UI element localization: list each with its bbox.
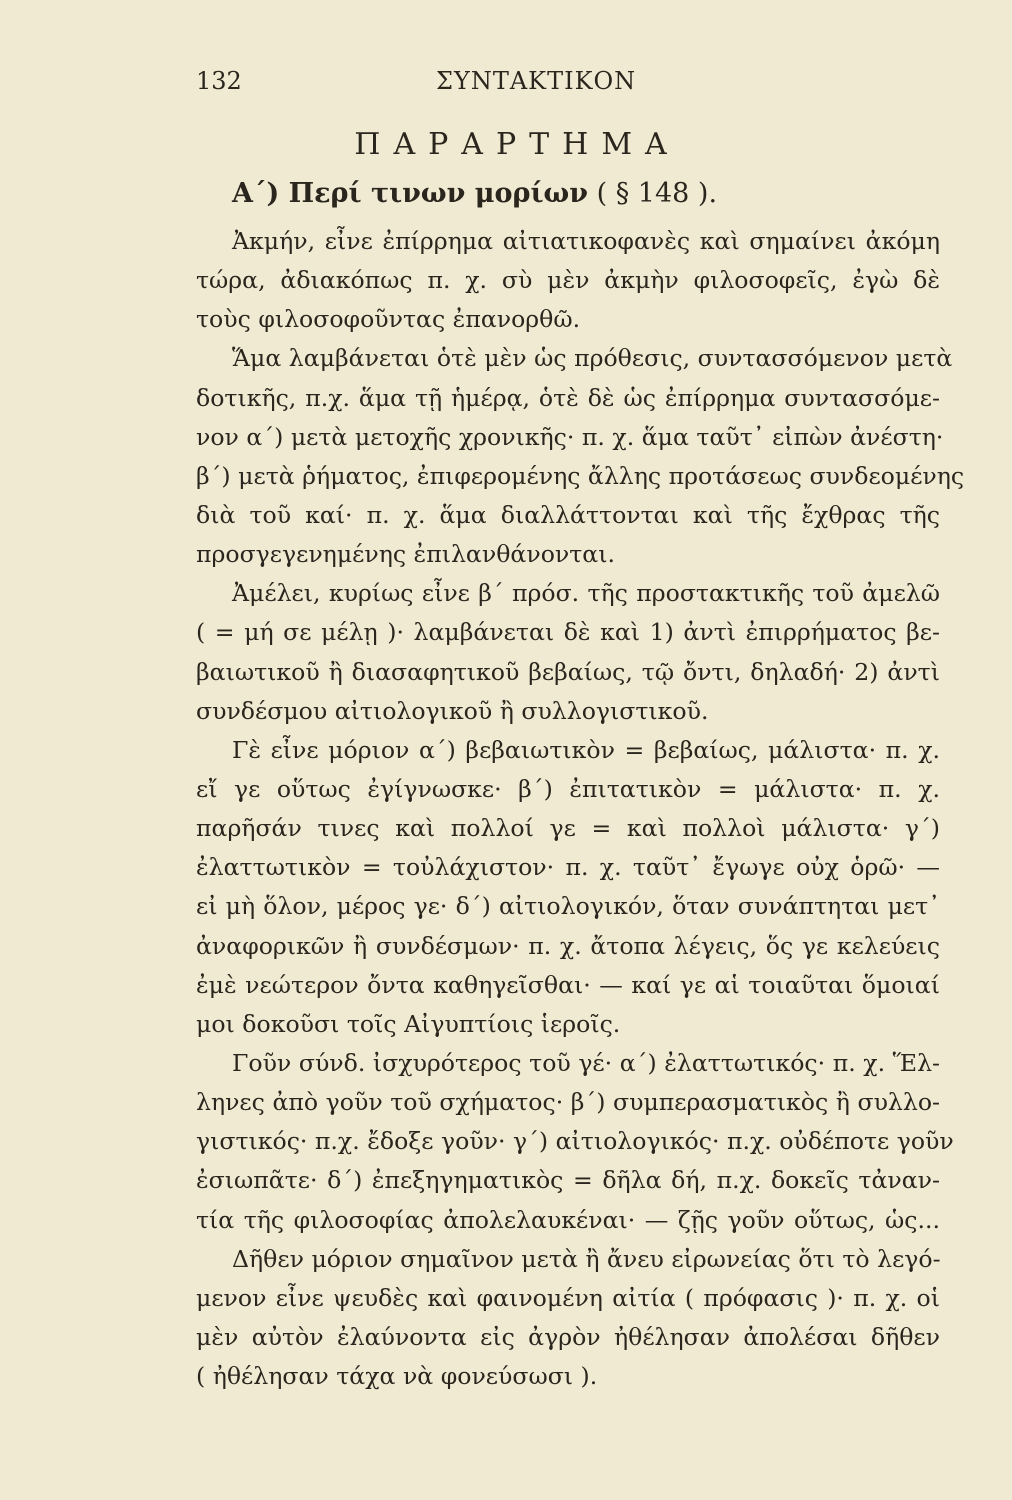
text-line: Ἅμα λαμβάνεται ὁτὲ μὲν ὡς πρόθεσις, συντασσόμενον μετὰ bbox=[232, 344, 953, 373]
text-line: ( ἠθέλησαν τάχα νὰ φονεύσωσι ). bbox=[196, 1362, 598, 1391]
text-line: μενον εἶνε ψευδὲς καὶ φαινομένη αἰτία ( πρόφασις )· π. χ. οἱ bbox=[196, 1283, 940, 1312]
text-line: μὲν αὐτὸν ἐλαύνοντα εἰς ἀγρὸν ἠθέλησαν ἀπολέσαι δῆθεν bbox=[196, 1322, 940, 1351]
text-line: τώρα, ἀδιακόπως π. χ. σὺ μὲν ἀκμὴν φιλοσοφεῖς, ἐγὼ δὲ bbox=[196, 266, 940, 295]
text-line: ληνες ἀπὸ γοῦν τοῦ σχήματος· β΄) συμπερασματικὸς ἢ συλλο- bbox=[196, 1088, 940, 1117]
text-line: βαιωτικοῦ ἢ διασαφητικοῦ βεβαίως, τῷ ὄντι, δηλαδή· 2) ἀντὶ bbox=[196, 657, 940, 686]
text-line: ἐμὲ νεώτερον ὄντα καθηγεῖσθαι· — καί γε αἱ τοιαῦται ὅμοιαί bbox=[196, 970, 940, 999]
text-line: συνδέσμου αἰτιολογικοῦ ἢ συλλογιστικοῦ. bbox=[196, 696, 709, 725]
appendix-title: ΠΑΡΑΡΤΗΜΑ bbox=[354, 127, 680, 162]
text-line: ἐσιωπᾶτε· δ΄) ἐπεξηγηματικὸς = δῆλα δή, π.χ. δοκεῖς τἀναν- bbox=[196, 1166, 940, 1195]
text-line: τία τῆς φιλοσοφίας ἀπολελαυκέναι· — ζῇς γοῦν οὕτως, ὡς... bbox=[196, 1205, 940, 1234]
text-body bbox=[196, 222, 965, 1396]
text-line: ἐλαττωτικὸν = τοὐλάχιστον· π. χ. ταῦτ᾽ ἔγωγε οὐχ ὁρῶ· — bbox=[196, 853, 940, 882]
text-line: μοι δοκοῦσι τοῖς Αἰγυπτίοις ἱεροῖς. bbox=[196, 1009, 621, 1038]
section-label: Α΄) Περί τινων μορίων bbox=[232, 178, 588, 209]
text-line: διὰ τοῦ καί· π. χ. ἅμα διαλλάττονται καὶ τῆς ἔχθρας τῆς bbox=[196, 500, 940, 529]
text-line: β΄) μετὰ ῥήματος, ἐπιφερομένης ἄλλης προτάσεως συνδεομένης bbox=[196, 461, 965, 490]
text-line: Γὲ εἶνε μόριον α΄) βεβαιωτικὸν = βεβαίως, μάλιστα· π. χ. bbox=[232, 735, 940, 764]
text-line: προσγεγενημένης ἐπιλανθάνονται. bbox=[196, 540, 615, 569]
text-line: τοὺς φιλοσοφοῦντας ἐπανορθῶ. bbox=[196, 305, 581, 334]
text-line: νον α΄) μετὰ μετοχῆς χρονικῆς· π. χ. ἅμα ταῦτ᾽ εἰπὼν ἀνέστη· bbox=[196, 422, 944, 451]
text-line: Γοῦν σύνδ. ἰσχυρότερος τοῦ γέ· α΄) ἐλαττωτικός· π. χ. Ἕλ- bbox=[232, 1048, 940, 1077]
text-line: ( = μή σε μέλῃ )· λαμβάνεται δὲ καὶ 1) ἀντὶ ἐπιρρήματος βε- bbox=[196, 618, 940, 647]
text-line: παρῆσάν τινες καὶ πολλοί γε = καὶ πολλοὶ μάλιστα· γ΄) bbox=[196, 814, 940, 843]
text-line: Ἀκμήν, εἶνε ἐπίρρημα αἰτιατικοφανὲς καὶ σημαίνει ἀκόμη bbox=[232, 227, 940, 255]
running-title: ΣΥΝΤΑΚΤΙΚΟΝ bbox=[436, 67, 637, 95]
section-reference: ( § 148 ). bbox=[596, 178, 718, 209]
text-line: ἀναφορικῶν ἢ συνδέσμων· π. χ. ἄτοπα λέγεις, ὅς γε κελεύεις bbox=[196, 931, 940, 960]
text-line: εἰ μὴ ὅλον, μέρος γε· δ΄) αἰτιολογικόν, ὅταν συνάπτηται μετ᾽ bbox=[196, 892, 940, 921]
text-line: γιστικός· π.χ. ἔδοξε γοῦν· γ΄) αἰτιολογικός· π.χ. οὐδέποτε γοῦν bbox=[196, 1127, 954, 1156]
page-number: 132 bbox=[196, 67, 242, 95]
text-line: δοτικῆς, π.χ. ἅμα τῇ ἡμέρᾳ, ὁτὲ δὲ ὡς ἐπίρρημα συντασσόμε- bbox=[196, 383, 940, 412]
text-line: εἴ γε οὕτως ἐγίγνωσκε· β΄) ἐπιτατικὸν = μάλιστα· π. χ. bbox=[196, 774, 940, 803]
section-heading bbox=[232, 178, 717, 209]
text-line: Ἀμέλει, κυρίως εἶνε β΄ πρόσ. τῆς προστακτικῆς τοῦ ἀμελῶ bbox=[232, 579, 940, 608]
text-line: Δῆθεν μόριον σημαῖνον μετὰ ἢ ἄνευ εἰρωνείας ὅτι τὸ λεγό- bbox=[232, 1244, 941, 1273]
